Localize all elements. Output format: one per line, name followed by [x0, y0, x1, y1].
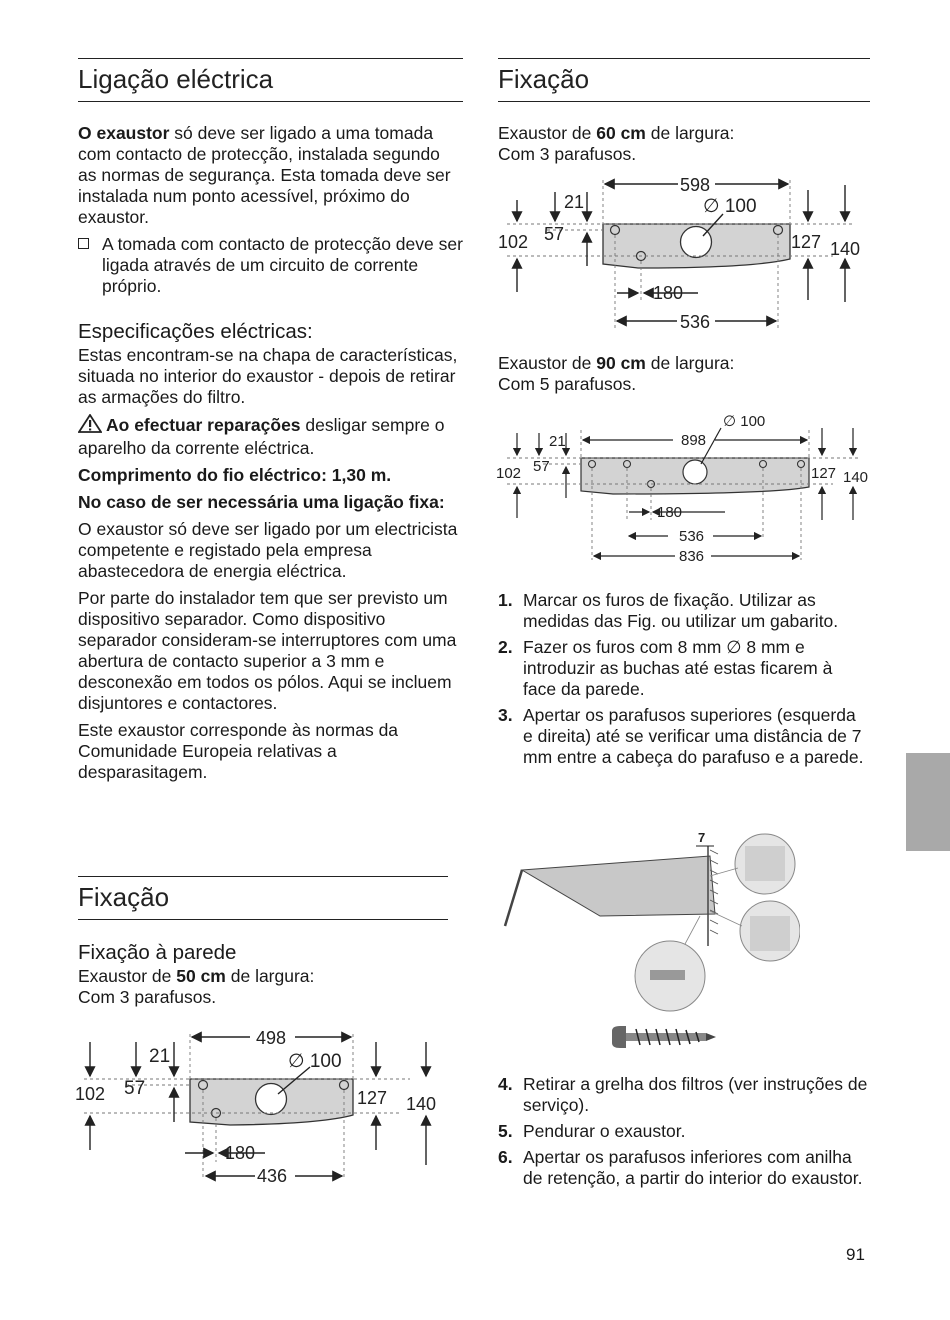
step-text: Pendurar o exaustor. — [523, 1121, 686, 1141]
section-heading-fixation-left: Fixação — [78, 876, 448, 920]
dim-right-height: 127 — [811, 465, 837, 482]
width-50-label: Exaustor de 50 cm de largura: — [78, 966, 315, 986]
width-90-label: Exaustor de 90 cm de largura: — [498, 353, 735, 373]
paragraph-warning: Ao efectuar reparações desligar sempre o aparelho da corrente eléctrica. — [78, 415, 445, 458]
dim-inner-low: 180 — [653, 283, 684, 303]
dim-right-height: 127 — [357, 1088, 388, 1108]
dim-right-total: 140 — [406, 1094, 437, 1114]
paragraph-socket: O exaustor só deve ser ligado a uma tomada com contacto de protecção, instalada segundo as normas de segurança. Esta tomada deve ser instalada num ponto acessível, próximo do exaustor. — [78, 123, 451, 227]
step-text: Apertar os parafusos superiores (esquerda e direita) até se verificar uma distância de 7 mm entre a cabeça do parafuso e a parede. — [523, 705, 864, 767]
section-heading-fixation-right: Fixação — [498, 58, 870, 102]
diagram-90cm — [493, 408, 873, 578]
step-number: 5. — [498, 1121, 513, 1141]
dim-inner-low: 180 — [657, 504, 683, 521]
width-60-label: Exaustor de 60 cm de largura: — [498, 123, 735, 143]
paragraph-eu-norms: Este exaustor corresponde às normas da Comunidade Europeia relativas a desparasitagem. — [78, 720, 399, 782]
subheading-specs: Especificações eléctricas: — [78, 320, 313, 343]
mounting-illustration — [500, 826, 800, 1071]
dim-width: 598 — [680, 175, 711, 195]
steps-list-b — [498, 1074, 870, 1189]
step-item — [498, 1121, 870, 1142]
dim-width: 498 — [256, 1028, 287, 1048]
step-text: Fazer os furos com 8 mm ∅ 8 mm e introduzir as buchas até estas ficarem à face da parede. — [523, 637, 833, 699]
cable-length: Comprimento do fio eléctrico: 1,30 m. — [78, 465, 392, 485]
page-number: 91 — [846, 1245, 865, 1264]
paragraph-electrician: O exaustor só deve ser ligado por um electricista competente e registado pela empresa abastecedora de energia eléctrica. — [78, 519, 458, 581]
steps-4-6 — [498, 1074, 870, 1194]
checkbox-bullet-icon — [78, 238, 89, 249]
dim-right-total: 140 — [843, 469, 869, 486]
dim-spacing: 536 — [680, 312, 711, 332]
paragraph-specs: Estas encontram-se na chapa de características, situada no interior do exaustor - depois de retirar as armações do filtro. — [78, 345, 458, 407]
dim-left-height: 102 — [75, 1084, 106, 1104]
step-item — [498, 637, 870, 700]
step-item — [498, 1147, 870, 1189]
dim-top-offset: 21 — [549, 433, 566, 450]
fixed-connection-heading: No caso de ser necessária uma ligação fixa: — [78, 492, 445, 512]
dim-right-total: 140 — [830, 239, 861, 259]
dim-left-height: 102 — [496, 465, 522, 482]
step-item — [498, 1074, 870, 1116]
left-fixation-section — [78, 876, 448, 1008]
warning-triangle-icon — [78, 414, 102, 438]
dim-top-offset: 21 — [149, 1046, 171, 1067]
diagram-60cm — [493, 170, 873, 345]
dim-spacing-inner: 536 — [679, 528, 705, 545]
step-text: Apertar os parafusos inferiores com anilha de retenção, a partir do interior do exaustor. — [523, 1147, 863, 1188]
step-number: 1. — [498, 590, 513, 610]
dim-mid: 57 — [124, 1078, 146, 1099]
gap-label: 7 — [698, 830, 706, 845]
page-side-tab — [906, 753, 950, 851]
step-number: 4. — [498, 1074, 513, 1094]
dim-inner-low: 180 — [225, 1143, 256, 1163]
section-heading-electrical: Ligação eléctrica — [78, 58, 463, 102]
dim-right-height: 127 — [791, 232, 822, 252]
step-text: Marcar os furos de fixação. Utilizar as medidas das Fig. ou utilizar um gabarito. — [523, 590, 839, 631]
steps-list-a — [498, 590, 870, 768]
width-90-screws: Com 5 parafusos. — [498, 374, 637, 394]
diagram-50cm — [70, 1022, 460, 1202]
step-item — [498, 705, 870, 768]
left-column — [78, 58, 463, 783]
right-column — [498, 58, 870, 165]
dim-hole: ∅ 100 — [703, 196, 757, 217]
step-item — [498, 590, 870, 632]
steps-1-3 — [498, 590, 870, 773]
step-number: 6. — [498, 1147, 513, 1167]
dim-mid: 57 — [544, 224, 565, 244]
step-number: 3. — [498, 705, 513, 725]
width-60-screws: Com 3 parafusos. — [498, 144, 637, 164]
bullet-circuit: A tomada com contacto de protecção deve ser ligada através de um circuito de corrente próprio. — [78, 234, 463, 297]
dim-hole: ∅ 100 — [288, 1051, 342, 1072]
paragraph-separator: Por parte do instalador tem que ser previsto um dispositivo separador. Como dispositivo separador consideram-se interruptores com uma abertura de contacto superior a 3 mm e desconexão em todos os pólos. Aqui se incluem disjuntores e contactores. — [78, 588, 457, 713]
dim-top-offset: 21 — [564, 192, 585, 212]
dim-hole: ∅ 100 — [723, 413, 766, 430]
dim-left-height: 102 — [498, 232, 529, 252]
step-number: 2. — [498, 637, 513, 657]
dim-width: 898 — [681, 432, 707, 449]
dim-mid: 57 — [533, 458, 550, 475]
subheading-wall-fixing: Fixação à parede — [78, 941, 237, 964]
step-text: Retirar a grelha dos filtros (ver instruções de serviço). — [523, 1074, 868, 1115]
dim-spacing: 436 — [257, 1166, 288, 1186]
width-50-screws: Com 3 parafusos. — [78, 987, 217, 1007]
dim-spacing-outer: 836 — [679, 548, 705, 565]
width-90-text — [498, 353, 870, 395]
